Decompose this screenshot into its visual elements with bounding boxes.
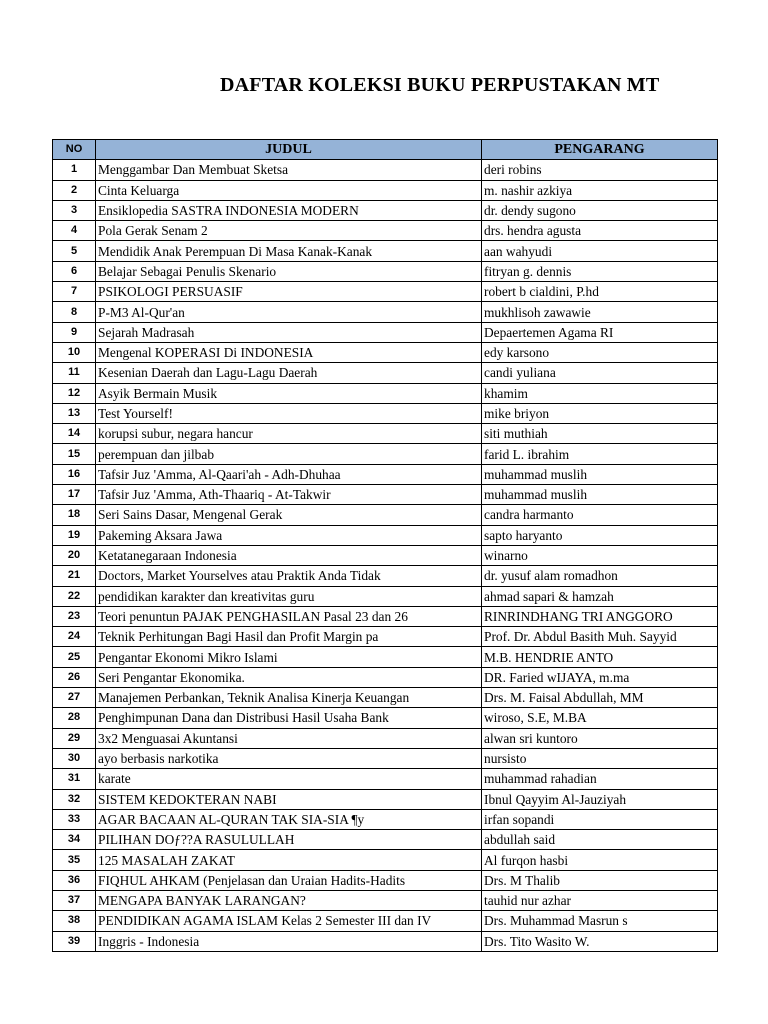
book-collection-table [52,139,718,952]
cell-judul: Asyik Bermain Musik [96,383,482,403]
cell-judul: Sejarah Madrasah [96,322,482,342]
cell-pengarang: aan wahyudi [482,241,718,261]
cell-pengarang: nursisto [482,748,718,768]
table-row [53,931,718,951]
cell-no: 10 [53,342,96,362]
cell-judul: Manajemen Perbankan, Teknik Analisa Kinerja Keuangan [96,688,482,708]
table-row [53,464,718,484]
cell-no: 7 [53,282,96,302]
cell-judul: PSIKOLOGI PERSUASIF [96,282,482,302]
cell-pengarang: muhammad muslih [482,485,718,505]
table-row [53,221,718,241]
table-row [53,383,718,403]
table-row [53,403,718,423]
cell-pengarang: irfan sopandi [482,809,718,829]
cell-no: 13 [53,403,96,423]
cell-pengarang: m. nashir azkiya [482,180,718,200]
cell-judul: PILIHAN DOƒ??A RASULULLAH [96,830,482,850]
cell-judul: Doctors, Market Yourselves atau Praktik Anda Tidak [96,566,482,586]
cell-pengarang: sapto haryanto [482,525,718,545]
cell-pengarang: wiroso, S.E, M.BA [482,708,718,728]
table-row [53,627,718,647]
table-row [53,160,718,180]
table-header-row [53,140,718,160]
table-row [53,748,718,768]
cell-pengarang: khamim [482,383,718,403]
cell-pengarang: robert b cialdini, P.hd [482,282,718,302]
table-row [53,728,718,748]
cell-no: 21 [53,566,96,586]
cell-judul: ayo berbasis narkotika [96,748,482,768]
cell-no: 17 [53,485,96,505]
cell-no: 18 [53,505,96,525]
cell-judul: Kesenian Daerah dan Lagu-Lagu Daerah [96,363,482,383]
table-row [53,342,718,362]
cell-pengarang: mike briyon [482,403,718,423]
cell-no: 8 [53,302,96,322]
cell-no: 12 [53,383,96,403]
cell-no: 34 [53,830,96,850]
cell-pengarang: dr. yusuf alam romadhon [482,566,718,586]
cell-pengarang: Drs. Tito Wasito W. [482,931,718,951]
cell-judul: korupsi subur, negara hancur [96,424,482,444]
table-row [53,789,718,809]
cell-pengarang: mukhlisoh zawawie [482,302,718,322]
cell-no: 15 [53,444,96,464]
table-row [53,302,718,322]
cell-judul: Seri Sains Dasar, Mengenal Gerak [96,505,482,525]
table-row [53,606,718,626]
table-row [53,586,718,606]
table-row [53,769,718,789]
cell-no: 5 [53,241,96,261]
cell-pengarang: candra harmanto [482,505,718,525]
cell-no: 16 [53,464,96,484]
cell-no: 39 [53,931,96,951]
cell-no: 22 [53,586,96,606]
column-header-pengarang: PENGARANG [482,140,718,160]
cell-judul: Ensiklopedia SASTRA INDONESIA MODERN [96,200,482,220]
column-header-no: NO [53,140,96,160]
cell-judul: PENDIDIKAN AGAMA ISLAM Kelas 2 Semester III dan IV [96,911,482,931]
cell-judul: pendidikan karakter dan kreativitas guru [96,586,482,606]
table-row [53,444,718,464]
table-row [53,282,718,302]
cell-judul: SISTEM KEDOKTERAN NABI [96,789,482,809]
cell-judul: Teori penuntun PAJAK PENGHASILAN Pasal 23 dan 26 [96,606,482,626]
cell-pengarang: M.B. HENDRIE ANTO [482,647,718,667]
cell-no: 36 [53,870,96,890]
cell-judul: 125 MASALAH ZAKAT [96,850,482,870]
cell-pengarang: deri robins [482,160,718,180]
cell-no: 37 [53,890,96,910]
table-row [53,667,718,687]
cell-no: 6 [53,261,96,281]
cell-no: 3 [53,200,96,220]
cell-judul: 3x2 Menguasai Akuntansi [96,728,482,748]
table-row [53,322,718,342]
cell-pengarang: ahmad sapari & hamzah [482,586,718,606]
cell-pengarang: winarno [482,545,718,565]
cell-no: 28 [53,708,96,728]
cell-pengarang: DR. Faried wIJAYA, m.ma [482,667,718,687]
table-row [53,363,718,383]
table-row [53,809,718,829]
cell-judul: karate [96,769,482,789]
cell-pengarang: tauhid nur azhar [482,890,718,910]
cell-pengarang: drs. hendra agusta [482,221,718,241]
cell-pengarang: muhammad rahadian [482,769,718,789]
column-header-judul: JUDUL [96,140,482,160]
cell-no: 26 [53,667,96,687]
cell-judul: Seri Pengantar Ekonomika. [96,667,482,687]
table-row [53,261,718,281]
cell-pengarang: Depaertemen Agama RI [482,322,718,342]
table-row [53,870,718,890]
cell-no: 20 [53,545,96,565]
cell-pengarang: dr. dendy sugono [482,200,718,220]
table-row [53,525,718,545]
cell-pengarang: Drs. M Thalib [482,870,718,890]
page-title: DAFTAR KOLEKSI BUKU PERPUSTAKAN MT [220,74,660,96]
cell-judul: Belajar Sebagai Penulis Skenario [96,261,482,281]
cell-judul: AGAR BACAAN AL-QURAN TAK SIA-SIA ¶y [96,809,482,829]
cell-pengarang: siti muthiah [482,424,718,444]
cell-no: 23 [53,606,96,626]
cell-pengarang: farid L. ibrahim [482,444,718,464]
table-row [53,830,718,850]
cell-judul: Pola Gerak Senam 2 [96,221,482,241]
cell-judul: Ketatanegaraan Indonesia [96,545,482,565]
cell-no: 29 [53,728,96,748]
cell-pengarang: abdullah said [482,830,718,850]
cell-judul: Penghimpunan Dana dan Distribusi Hasil Usaha Bank [96,708,482,728]
cell-pengarang: Drs. M. Faisal Abdullah, MM [482,688,718,708]
cell-pengarang: Ibnul Qayyim Al-Jauziyah [482,789,718,809]
cell-judul: Tafsir Juz 'Amma, Al-Qaari'ah - Adh-Dhuhaa [96,464,482,484]
cell-no: 1 [53,160,96,180]
cell-no: 11 [53,363,96,383]
cell-pengarang: candi yuliana [482,363,718,383]
cell-pengarang: muhammad muslih [482,464,718,484]
cell-pengarang: Prof. Dr. Abdul Basith Muh. Sayyid [482,627,718,647]
cell-judul: FIQHUL AHKAM (Penjelasan dan Uraian Hadits-Hadits [96,870,482,890]
cell-no: 35 [53,850,96,870]
cell-no: 38 [53,911,96,931]
table-row [53,505,718,525]
cell-judul: Inggris - Indonesia [96,931,482,951]
cell-no: 9 [53,322,96,342]
table-row [53,180,718,200]
table-row [53,424,718,444]
table-row [53,566,718,586]
table-row [53,688,718,708]
cell-pengarang: fitryan g. dennis [482,261,718,281]
table-row [53,647,718,667]
cell-pengarang: RINRINDHANG TRI ANGGORO [482,606,718,626]
cell-no: 25 [53,647,96,667]
cell-no: 14 [53,424,96,444]
cell-no: 27 [53,688,96,708]
cell-no: 31 [53,769,96,789]
cell-judul: MENGAPA BANYAK LARANGAN? [96,890,482,910]
cell-judul: Pengantar Ekonomi Mikro Islami [96,647,482,667]
cell-no: 19 [53,525,96,545]
cell-judul: Test Yourself! [96,403,482,423]
table-row [53,200,718,220]
cell-no: 32 [53,789,96,809]
cell-judul: Menggambar Dan Membuat Sketsa [96,160,482,180]
cell-judul: Teknik Perhitungan Bagi Hasil dan Profit Margin pa [96,627,482,647]
table-row [53,850,718,870]
cell-no: 30 [53,748,96,768]
cell-no: 24 [53,627,96,647]
cell-judul: Mendidik Anak Perempuan Di Masa Kanak-Kanak [96,241,482,261]
cell-pengarang: edy karsono [482,342,718,362]
table-row [53,708,718,728]
cell-judul: Tafsir Juz 'Amma, Ath-Thaariq - At-Takwir [96,485,482,505]
cell-judul: Mengenal KOPERASI Di INDONESIA [96,342,482,362]
table-row [53,545,718,565]
cell-pengarang: alwan sri kuntoro [482,728,718,748]
table-row [53,485,718,505]
cell-pengarang: Al furqon hasbi [482,850,718,870]
cell-no: 4 [53,221,96,241]
table-row [53,890,718,910]
table-row [53,911,718,931]
cell-judul: Cinta Keluarga [96,180,482,200]
table-row [53,241,718,261]
cell-judul: perempuan dan jilbab [96,444,482,464]
cell-no: 33 [53,809,96,829]
cell-pengarang: Drs. Muhammad Masrun s [482,911,718,931]
cell-judul: Pakeming Aksara Jawa [96,525,482,545]
cell-judul: P-M3 Al-Qur'an [96,302,482,322]
cell-no: 2 [53,180,96,200]
